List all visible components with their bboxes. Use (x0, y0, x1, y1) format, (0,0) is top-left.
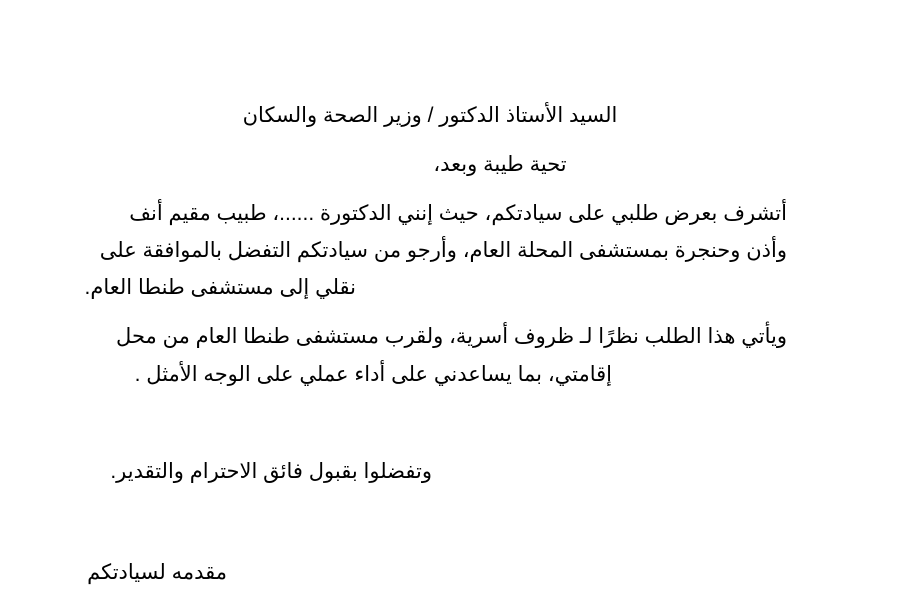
greeting-line: تحية طيبة وبعد، (433, 153, 567, 176)
paragraph-2-line-1: ويأتي هذا الطلب نظرًا لـ ظروف أسرية، ولقرب مستشفى طنطا العام من محل (116, 325, 787, 348)
signature-line: مقدمه لسيادتكم (87, 561, 227, 584)
paragraph-2-line-2: إقامتي، بما يساعدني على أداء عملي على الوجه الأمثل . (134, 363, 612, 386)
closing-line: وتفضلوا بقبول فائق الاحترام والتقدير. (110, 460, 432, 483)
paragraph-1-line-2: وأذن وحنجرة بمستشفى المحلة العام، وأرجو من سيادتكم التفضل بالموافقة على (99, 239, 787, 262)
addressee-line: السيد الأستاذ الدكتور / وزير الصحة والسكان (242, 104, 618, 127)
paragraph-1-line-3: نقلي إلى مستشفى طنطا العام. (84, 276, 356, 299)
paragraph-1-line-1: أتشرف بعرض طلبي على سيادتكم، حيث إنني الدكتورة ......، طبيب مقيم أنف (129, 202, 787, 225)
